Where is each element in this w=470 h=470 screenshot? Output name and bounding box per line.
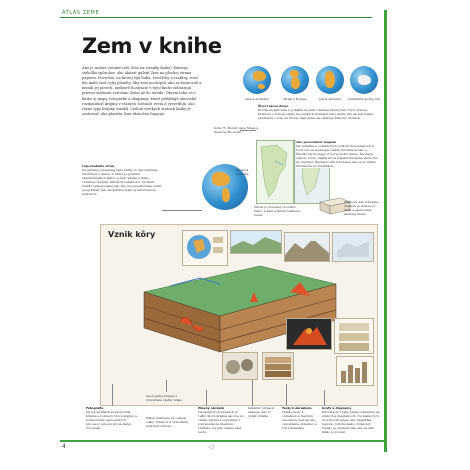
sample-rock-panel [222,352,258,380]
quarter-caption-text: Ploché na Skrčenie a pohľade na Zem z každej strany tieto štyri glóbusy. Hodnoty o tom sa objaví na všetkých stranách tejto knihy, aby sa mal lepšia predstava o tom, ku ktorej časti Zeme sa vzťahuje Šikovný obrázok. [258,108,373,120]
caption-text: Detailný obrázok ukazuje, ako to vidieť zblízka [248,406,274,418]
caption-heading: Grafy a diagramy [322,406,352,410]
bottom-caption-charts [322,406,380,434]
page-title: Zem v knihe [82,34,222,58]
sample-spread-title: Vznik kôry [108,230,156,239]
caption-text: Geologické krajiny a vysvetlené všetky údaje [146,394,183,402]
nav-arrow-icon[interactable]: ◁ [208,443,214,451]
layout-caption-heading: Usporiadanie strán [82,164,115,168]
pointer-line [166,380,167,392]
header-rule [60,17,372,18]
bottom-caption-texts [282,406,318,430]
caption-text: Na fotografiách sa zachytená krajina a rozmery, ktoré krajinu a komponenty geologických procesov opisujú pri na danej fotografii. [86,410,137,430]
caption-text: Informácie v tejto knihe zobrazené na grafoch a diagramoch. Na niektorých sú užitočné údaje, ako napríklad teplota, rozloha alebo výška hôr. Všetky je uvedené tak, aby sa dali ľahko porovnať. [322,410,380,434]
pointer-line [162,210,202,211]
intro-paragraph: Ako je možné vtesnať celú Zem na stranky knihy? Existuje viekoľko spôsobov, ako ukázať guľatú Zem na plochej strane papiera. Povrchia, na ktorej žijú ľudia, živočíchy a rastliny, tvorí len malú časť celej planéty. Aby sme pochopili, ako sa formovali a menili jej povrch, niektoré ilustrácie v tejto knihe zobrazujú prierez vnútrom vrstvami Zeme až do stredu. Okrem toho sú v knihe aj mapy, fotografie a diagramy, ktoré približujú obrovské rozmanitosť krajiny v rôznych častiach sveta a vysvetľujú, ako rôzne typy krajiny vznikli. Cieľom všetkých stránok knihy je zostrovať, ako planéta Zem skutočne funguje. [82,66,202,116]
bottom-caption-illustration [146,416,192,428]
caption-text: Hlavé ilustrácie sú celkom veľký obrazový a vysvetlený ilustrácií textom. [146,416,189,428]
caption-heading: Texty k obrázkom [282,406,312,410]
map-caption [296,140,378,168]
layout-caption-text: Dvojstrany rozdelenej tejto knihy sú usporiadanie informácií o Zeme. V rámci je prehľad najdôležitejších faktov a tém. Všetkou mimo obsahuje obrázky hlavných redaktorov na Zemi. Všetky vymenovanie tak, aby na vysvetľovanie veľmi geografický tak. Dvojstrany majú aj tak stranovú ilustráciu. [82,168,162,196]
pointer-line [286,384,287,406]
pointer-line [252,380,253,406]
pointer-line [324,390,325,406]
sample-ice-panel [332,232,374,262]
globe-africa-icon [281,66,309,94]
map-caption-heading: Ako porozumieť mapám [296,140,337,144]
globe-note: Kóta 75. Bunch Gaps Mapa a Severne Mocnosti [214,126,259,134]
layout-caption [82,164,162,196]
caption-text: Všetky texty k obrázkom a čiernym všeobecne textom ako vysvetlenia obrázkov a ich zobrazenie. [282,410,317,430]
globe-label: Ázia a Austrália [245,97,269,101]
caption-heading: Hlavný obrázok [198,406,225,410]
bottom-caption-photos [86,406,140,430]
page-bottom-rule [60,440,386,442]
sample-strata-panel [262,352,294,380]
sample-bar-panel [336,356,374,386]
globe-label: Antarktída (Južný pól) [347,97,381,101]
pointer-line [112,384,113,406]
map-note: Obraz je dovolený pre tento názov a Zem a ľaďom reálneho sveta. [254,205,301,217]
globe-antarctica-icon [350,66,378,94]
sample-photo-panel [230,230,282,254]
caption-heading: Fotografie [86,406,104,410]
globe-label: Afrika a Európa [283,97,307,101]
globe-label: Južná Amerika [319,97,341,101]
map-caption-text: Na začiatku a v niektorých rozličných kontextoch a tvorcoch sa zaoberajú všetky informácie tak vo Šmolkovitých mapy. Z pol povrchu Zeme. Na mapy výmoly z toho najmä ktoré trajektoria Zeme skutočne sa objavujú. Bezbarvovitá zobrazení Ako sa je všetky informácie na stránkach. [296,144,378,168]
caption-text: Na niektorých stranách je veľký, ktorá krajina ako nie sú všetky hlavné a vysvetľujú v zobrazenie na hlavnom obrázku, na jeho strane časť textu. [198,410,244,434]
quarter-caption-heading: Štvrť tvárou Zeme [258,104,289,108]
sample-chart-panel [334,318,374,354]
quarter-caption [258,104,378,120]
section-header: ATLAS ZEME [62,10,100,16]
pointer-line [206,390,207,406]
sample-volcano-panel [286,318,332,350]
globe-asia-icon [243,66,271,94]
north-america-map [256,140,294,204]
globe-south-america-icon [316,66,344,94]
cross-section-caption: Vrstvová Ako zobrazia obrázok je modelový doku a sledovanie aktívnej Zeme. [344,200,378,216]
bottom-caption-main-image [198,406,244,434]
page-side-rule [384,10,387,452]
bottom-caption-detail [248,406,278,418]
pointer-line [240,130,256,131]
bottom-caption-geology [146,394,186,402]
sample-mountain-panel [284,232,330,262]
page-number: 4 [62,443,66,450]
globe-zoom-label: Severná Amerika [236,168,249,176]
sample-globe-panel [182,230,228,266]
